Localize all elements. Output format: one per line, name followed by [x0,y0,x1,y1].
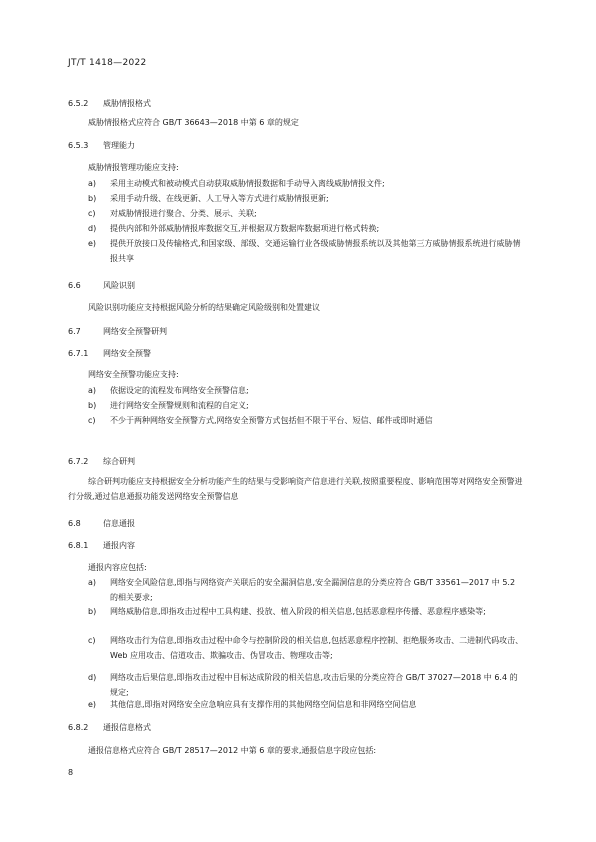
section-body-6-8-2: 通报信息格式应符合 GB/T 28517—2012 中第 6 章的要求,通报信息字段应包括: [88,746,377,755]
section-number: 6.5.3 [68,141,89,150]
section-number: 6.8.2 [68,723,89,732]
list-item: d) 网络攻击后果信息,即指攻击过程中目标达成阶段的相关信息,攻击后果的分类应符合 GB/T 37027—2018 中 6.4 的规定; [88,673,518,697]
section-body-6-7-2: 综合研判功能应支持根据安全分析功能产生的结果与受影响资产信息进行关联,按照重要程度、影响范围等对网络安全预警进行分级,通过信息通报功能发送网络安全预警信息 [68,477,523,501]
section-title: 威胁情报格式 [103,99,151,108]
section-number: 6.7.1 [68,349,89,358]
section-heading-6-5-2 [68,98,151,109]
section-heading-6-5-3 [68,140,135,151]
section-intro-6-8-1: 通报内容应包括: [88,563,147,572]
section-heading-6-8-2 [68,722,151,733]
section-heading-6-7-1 [68,348,151,359]
section-number: 6.5.2 [68,99,89,108]
section-title: 管理能力 [103,141,135,150]
section-title: 通报内容 [103,541,135,550]
list-item: b) 网络威胁信息,即指攻击过程中工具构建、投放、植入阶段的相关信息,包括恶意程序传播、恶意程序感染等; [88,607,486,616]
list-item: c) 对威胁情报进行聚合、分类、展示、关联; [88,209,257,218]
list-item: e) 其他信息,即指对网络安全应急响应具有支撑作用的其他网络空间信息和非网络空间信息 [88,700,417,709]
section-title: 网络安全预警 [103,349,151,358]
section-intro-6-5-3: 威胁情报管理功能应支持: [88,163,179,172]
list-item: b) 采用手动升级、在线更新、人工导入等方式进行威胁情报更新; [88,194,329,203]
section-heading-6-7 [68,326,167,337]
list-item: a) 采用主动模式和被动模式自动获取威胁情报数据和手动导入离线威胁情报文件; [88,179,385,188]
section-heading-6-8 [68,518,135,529]
list-item: d) 提供内部和外部威胁情报库数据交互,并根据双方数据库数据项进行格式转换; [88,224,380,233]
list-item: a) 网络安全风险信息,即指与网络资产关联后的安全漏洞信息,安全漏洞信息的分类应符合 GB/T 33561—2017 中 5.2 的相关要求; [88,578,516,602]
list-item: b) 进行网络安全预警规则和流程的自定义; [88,401,249,410]
section-title: 网络安全预警研判 [103,327,167,336]
section-number: 6.7 [68,327,81,336]
page-number: 8 [68,768,74,777]
list-item: e) 提供开放接口及传输格式,和国家级、部级、交通运输行业各级威胁情报系统以及其他第三方威胁情报系统进行威胁情报共享 [88,239,521,263]
list-item: c) 不少于两种网络安全预警方式,网络安全预警方式包括但不限于平台、短信、邮件或即时通信 [88,416,433,425]
section-title: 综合研判 [103,457,135,466]
section-title: 信息通报 [103,519,135,528]
section-number: 6.8.1 [68,541,89,550]
list-item: a) 依据设定的流程发布网络安全预警信息; [88,386,249,395]
section-heading-6-6 [68,280,135,291]
section-title: 通报信息格式 [103,723,151,732]
section-heading-6-7-2 [68,456,135,467]
section-number: 6.6 [68,281,81,290]
section-number: 6.7.2 [68,457,89,466]
section-body-6-6: 风险识别功能应支持根据风险分析的结果确定风险级别和处置建议 [88,303,320,312]
section-title: 风险识别 [103,281,135,290]
list-item: c) 网络攻击行为信息,即指攻击过程中命令与控制阶段的相关信息,包括恶意程序控制、拒绝服务攻击、二进制代码攻击、Web 应用攻击、信道攻击、欺骗攻击、伪冒攻击、物理攻击等; [88,636,524,660]
section-heading-6-8-1 [68,540,135,551]
section-body-6-5-2: 威胁情报格式应符合 GB/T 36643—2018 中第 6 章的规定 [88,118,299,127]
section-number: 6.8 [68,519,81,528]
standard-code-header: JT/T 1418—2022 [68,58,147,68]
section-intro-6-7-1: 网络安全预警功能应支持: [88,370,179,379]
